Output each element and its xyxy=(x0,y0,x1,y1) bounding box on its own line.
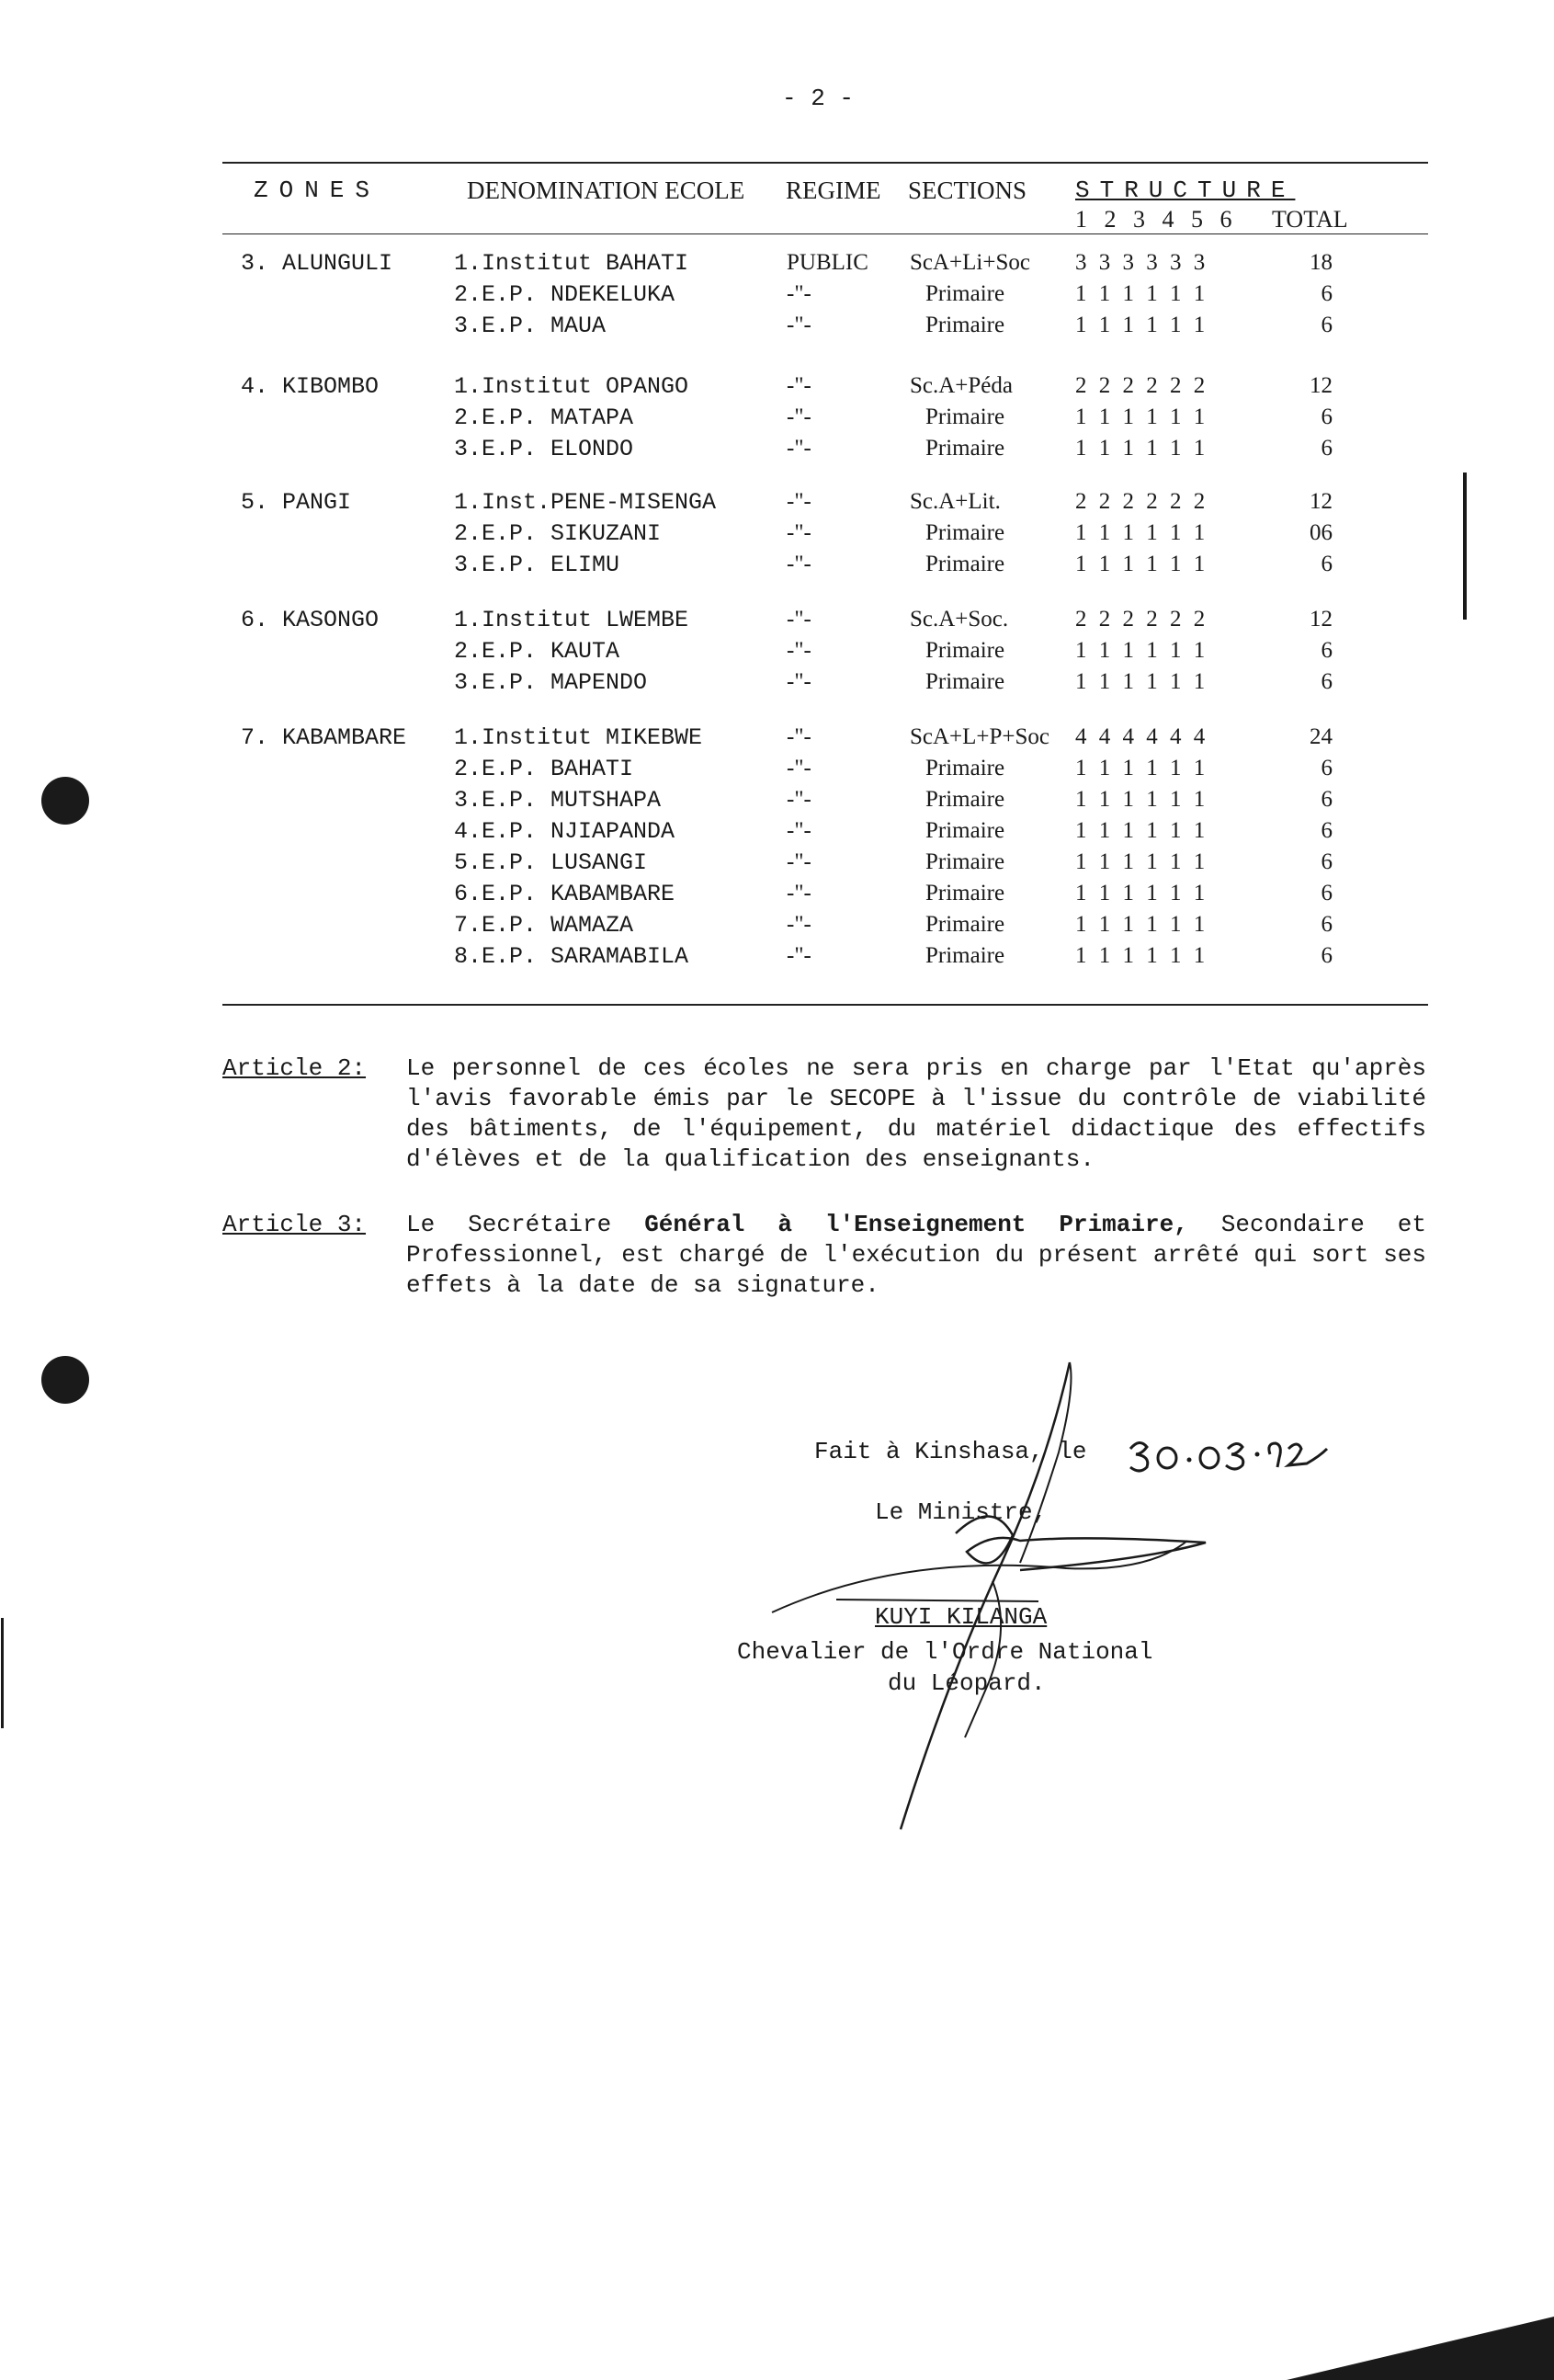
cell-structure: 1 1 1 1 1 1 xyxy=(1075,756,1208,780)
header-structure-columns: 1 2 3 4 5 6 xyxy=(1075,206,1238,233)
cell-total: 12 xyxy=(1310,607,1333,632)
cell-section: Sc.A+Péda xyxy=(910,373,1013,398)
cell-regime: -"- xyxy=(787,818,811,843)
article-3-text-start: Le Secrétaire xyxy=(406,1211,645,1238)
cell-zone: 5. PANGI xyxy=(241,489,352,516)
handwritten-signature xyxy=(717,1351,1231,1848)
cell-total: 6 xyxy=(1321,912,1333,937)
scan-corner-shadow xyxy=(1287,2261,1554,2380)
cell-zone: 4. KIBOMBO xyxy=(241,373,380,400)
article-2-label: Article 2: xyxy=(222,1054,367,1082)
cell-total: 18 xyxy=(1310,250,1333,275)
cell-structure: 1 1 1 1 1 1 xyxy=(1075,520,1208,545)
honor-line-2: du Léopard. xyxy=(888,1669,1046,1697)
header-denomination: DENOMINATION ECOLE xyxy=(467,177,745,204)
cell-structure: 2 2 2 2 2 2 xyxy=(1075,489,1208,514)
minister-name: KUYI KILANGA xyxy=(875,1603,1048,1631)
cell-school-name: 8.E.P. SARAMABILA xyxy=(454,943,689,970)
cell-section: Primaire xyxy=(925,669,1005,694)
cell-zone: 3. ALUNGULI xyxy=(241,250,393,277)
table-top-rule xyxy=(222,162,1428,164)
cell-structure: 1 1 1 1 1 1 xyxy=(1075,436,1208,461)
cell-structure: 4 4 4 4 4 4 xyxy=(1075,724,1208,749)
cell-school-name: 2.E.P. NDEKELUKA xyxy=(454,281,675,308)
cell-section: Sc.A+Soc. xyxy=(910,607,1009,632)
cell-section: Primaire xyxy=(925,787,1005,812)
cell-section: Primaire xyxy=(925,849,1005,874)
cell-school-name: 2.E.P. SIKUZANI xyxy=(454,520,662,547)
article-3-text-bold: Général à l'Enseignement Primaire, xyxy=(644,1211,1188,1238)
header-zones: ZONES xyxy=(254,177,381,204)
cell-school-name: 1.Institut OPANGO xyxy=(454,373,689,400)
cell-section: Primaire xyxy=(925,818,1005,843)
cell-section: Primaire xyxy=(925,552,1005,576)
cell-structure: 1 1 1 1 1 1 xyxy=(1075,404,1208,429)
cell-section: Primaire xyxy=(925,881,1005,905)
cell-school-name: 5.E.P. LUSANGI xyxy=(454,849,648,876)
cell-total: 6 xyxy=(1321,756,1333,780)
cell-regime: -"- xyxy=(787,756,811,780)
cell-regime: -"- xyxy=(787,373,811,398)
cell-section: Primaire xyxy=(925,943,1005,968)
article-2-text: Le personnel de ces écoles ne sera pris en charge par l'Etat qu'après l'avis favorable émis par le SECOPE à l'issue du contrôle de viabilité des bâtiments, de l'équipement, du matériel didactique des effectifs d'élèves et de la qualification des enseignants. xyxy=(406,1054,1426,1173)
cell-total: 6 xyxy=(1321,881,1333,905)
cell-school-name: 6.E.P. KABAMBARE xyxy=(454,881,675,907)
cell-section: Primaire xyxy=(925,520,1005,545)
cell-regime: -"- xyxy=(787,489,811,514)
cell-structure: 2 2 2 2 2 2 xyxy=(1075,607,1208,632)
cell-total: 6 xyxy=(1321,943,1333,968)
cell-section: Sc.A+Lit. xyxy=(910,489,1001,514)
cell-section: Primaire xyxy=(925,436,1005,461)
cell-section: Primaire xyxy=(925,313,1005,337)
punch-hole-bottom xyxy=(33,1348,97,1412)
cell-total: 6 xyxy=(1321,281,1333,306)
cell-total: 06 xyxy=(1310,520,1333,545)
cell-total: 24 xyxy=(1310,724,1333,749)
cell-school-name: 3.E.P. MAPENDO xyxy=(454,669,648,696)
cell-structure: 1 1 1 1 1 1 xyxy=(1075,912,1208,937)
cell-total: 6 xyxy=(1321,404,1333,429)
cell-school-name: 3.E.P. ELONDO xyxy=(454,436,634,462)
cell-school-name: 4.E.P. NJIAPANDA xyxy=(454,818,675,845)
scan-edge-mark-left xyxy=(0,1618,7,1728)
header-structure: STRUCTURE xyxy=(1075,177,1296,204)
cell-total: 6 xyxy=(1321,552,1333,576)
article-3-label: Article 3: xyxy=(222,1211,367,1238)
cell-zone: 7. KABAMBARE xyxy=(241,724,407,751)
article-3 xyxy=(222,1210,1428,1311)
header-total: TOTAL xyxy=(1272,206,1348,233)
cell-regime: -"- xyxy=(787,313,811,337)
cell-structure: 3 3 3 3 3 3 xyxy=(1075,250,1208,275)
cell-structure: 1 1 1 1 1 1 xyxy=(1075,281,1208,306)
place-date-line: Fait à Kinshasa, le xyxy=(814,1438,1087,1465)
header-regime: REGIME xyxy=(786,177,881,204)
cell-total: 6 xyxy=(1321,669,1333,694)
cell-school-name: 2.E.P. KAUTA xyxy=(454,638,620,665)
cell-total: 6 xyxy=(1321,787,1333,812)
page-number: - 2 - xyxy=(781,85,854,112)
honor-line-1: Chevalier de l'Ordre National xyxy=(737,1638,1153,1666)
cell-school-name: 1.Institut MIKEBWE xyxy=(454,724,703,751)
scan-edge-mark-right xyxy=(1461,473,1470,620)
cell-regime: PUBLIC xyxy=(787,250,868,275)
cell-structure: 1 1 1 1 1 1 xyxy=(1075,669,1208,694)
cell-section: Primaire xyxy=(925,638,1005,663)
cell-structure: 1 1 1 1 1 1 xyxy=(1075,849,1208,874)
cell-structure: 1 1 1 1 1 1 xyxy=(1075,638,1208,663)
cell-regime: -"- xyxy=(787,520,811,545)
cell-regime: -"- xyxy=(787,552,811,576)
cell-school-name: 2.E.P. BAHATI xyxy=(454,756,634,782)
cell-structure: 1 1 1 1 1 1 xyxy=(1075,552,1208,576)
cell-zone: 6. KASONGO xyxy=(241,607,380,633)
minister-title: Le Ministre, xyxy=(875,1498,1048,1526)
cell-school-name: 2.E.P. MATAPA xyxy=(454,404,634,431)
cell-total: 12 xyxy=(1310,489,1333,514)
cell-school-name: 3.E.P. MUTSHAPA xyxy=(454,787,662,814)
cell-section: Primaire xyxy=(925,912,1005,937)
cell-regime: -"- xyxy=(787,787,811,812)
cell-regime: -"- xyxy=(787,281,811,306)
cell-structure: 1 1 1 1 1 1 xyxy=(1075,881,1208,905)
cell-regime: -"- xyxy=(787,638,811,663)
cell-school-name: 1.Institut BAHATI xyxy=(454,250,689,277)
cell-school-name: 3.E.P. MAUA xyxy=(454,313,607,339)
cell-school-name: 1.Institut LWEMBE xyxy=(454,607,689,633)
cell-section: ScA+L+P+Soc xyxy=(910,724,1050,749)
cell-structure: 1 1 1 1 1 1 xyxy=(1075,787,1208,812)
cell-total: 6 xyxy=(1321,436,1333,461)
cell-section: Primaire xyxy=(925,281,1005,306)
cell-structure: 2 2 2 2 2 2 xyxy=(1075,373,1208,398)
cell-school-name: 7.E.P. WAMAZA xyxy=(454,912,634,939)
cell-total: 6 xyxy=(1321,849,1333,874)
cell-section: ScA+Li+Soc xyxy=(910,250,1030,275)
cell-section: Primaire xyxy=(925,756,1005,780)
punch-hole-top xyxy=(33,769,97,833)
cell-school-name: 3.E.P. ELIMU xyxy=(454,552,620,578)
cell-section: Primaire xyxy=(925,404,1005,429)
table-bottom-rule xyxy=(222,1004,1428,1006)
cell-total: 6 xyxy=(1321,818,1333,843)
cell-structure: 1 1 1 1 1 1 xyxy=(1075,943,1208,968)
cell-structure: 1 1 1 1 1 1 xyxy=(1075,818,1208,843)
cell-regime: -"- xyxy=(787,881,811,905)
cell-total: 6 xyxy=(1321,313,1333,337)
cell-regime: -"- xyxy=(787,943,811,968)
article-3-text xyxy=(406,1210,1426,1301)
cell-regime: -"- xyxy=(787,669,811,694)
table-header-rule xyxy=(222,233,1428,234)
cell-regime: -"- xyxy=(787,607,811,632)
cell-structure: 1 1 1 1 1 1 xyxy=(1075,313,1208,337)
header-sections: SECTIONS xyxy=(908,177,1027,204)
cell-regime: -"- xyxy=(787,724,811,749)
article-2 xyxy=(222,1053,1428,1182)
cell-regime: -"- xyxy=(787,436,811,461)
article-3-text-end: Secondaire et Professionnel, est chargé de l'exécution du présent arrêté qui sort ses effets à la date de sa signature. xyxy=(406,1211,1426,1299)
cell-total: 6 xyxy=(1321,638,1333,663)
cell-regime: -"- xyxy=(787,404,811,429)
cell-total: 12 xyxy=(1310,373,1333,398)
cell-school-name: 1.Inst.PENE-MISENGA xyxy=(454,489,717,516)
cell-regime: -"- xyxy=(787,912,811,937)
cell-regime: -"- xyxy=(787,849,811,874)
